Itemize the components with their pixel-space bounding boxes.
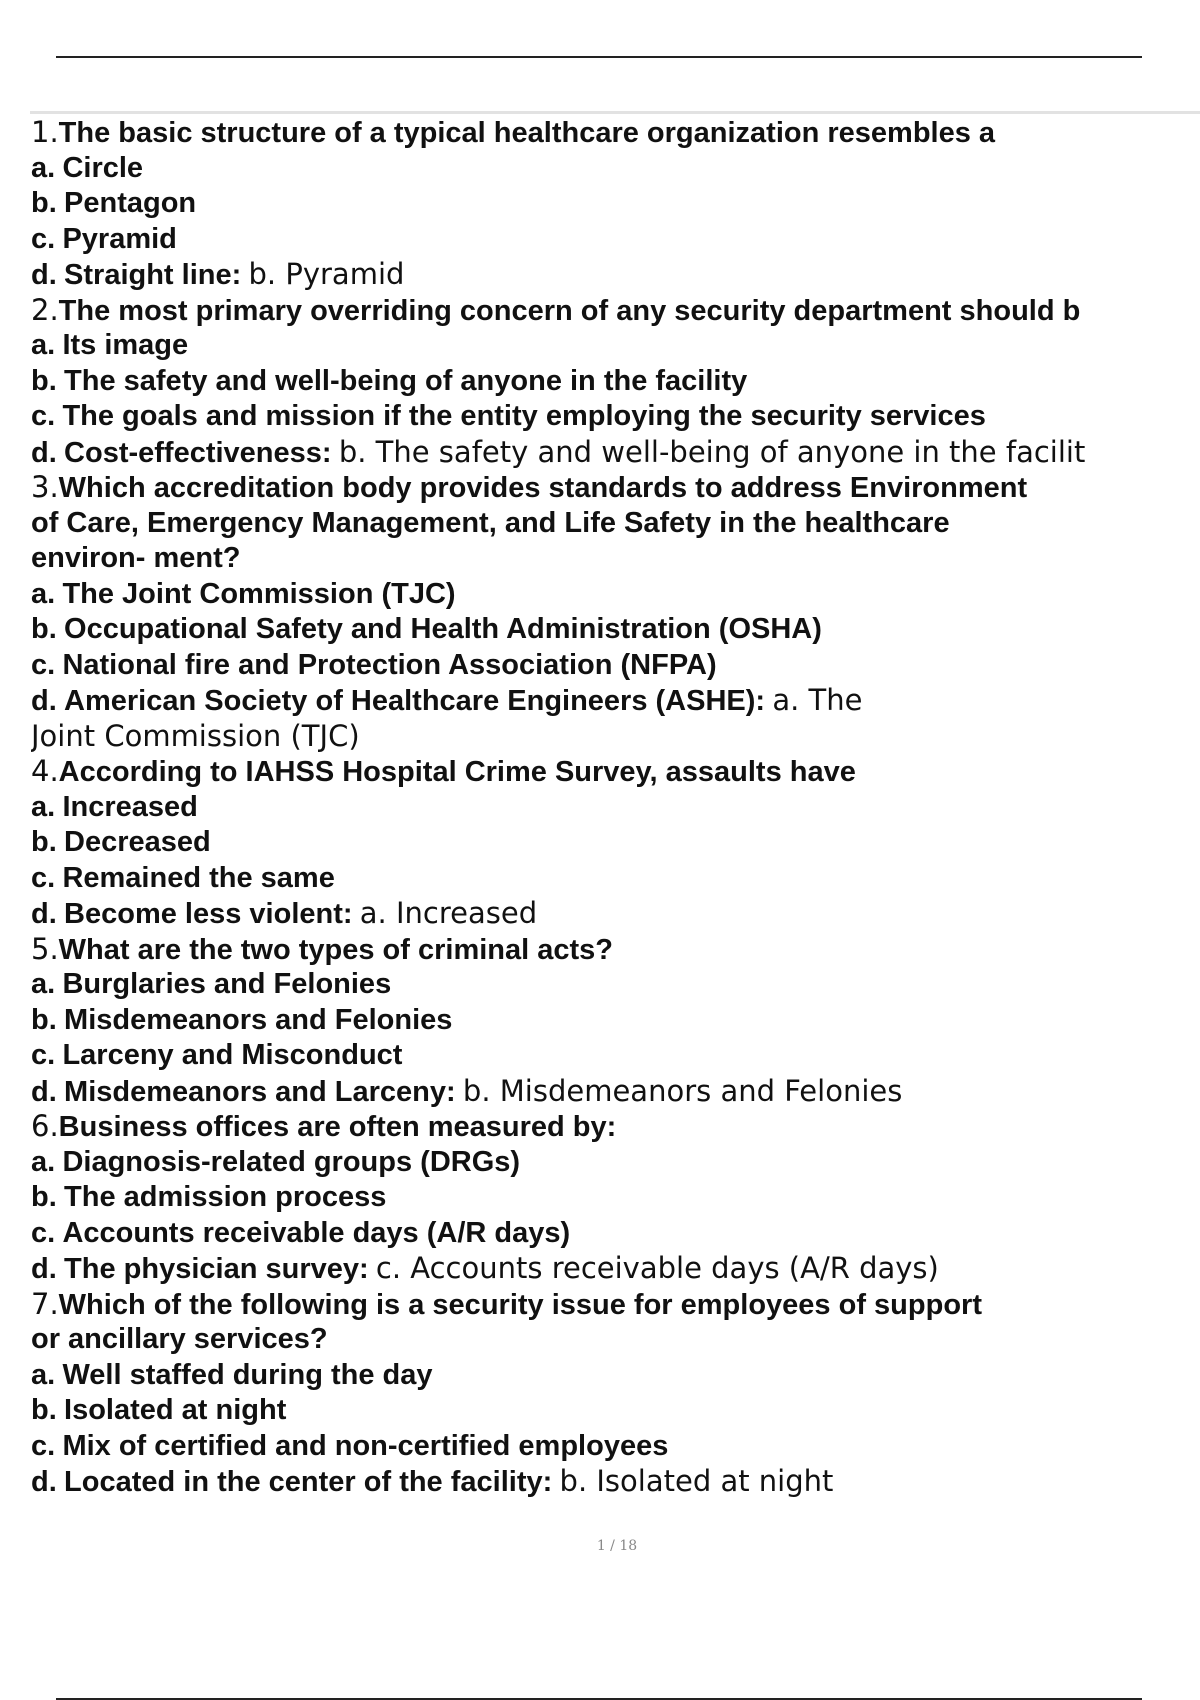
option-text: Misdemeanors and Larceny: bbox=[64, 1075, 456, 1108]
question-block bbox=[31, 1287, 1200, 1500]
option-letter: a. bbox=[31, 790, 56, 823]
answer-option bbox=[31, 1358, 1200, 1394]
answer-option bbox=[31, 1464, 1200, 1500]
question-number: 1. bbox=[31, 115, 59, 149]
option-letter: b. bbox=[31, 1181, 57, 1213]
option-letter: c. bbox=[31, 1216, 56, 1249]
answer-option bbox=[31, 790, 1200, 826]
section-divider bbox=[30, 111, 1200, 114]
option-text: Its image bbox=[62, 329, 189, 361]
question-text: The basic structure of a typical healthcare organization resembles a bbox=[58, 117, 996, 149]
correct-answer: b. Pyramid bbox=[248, 257, 405, 291]
answer-option bbox=[31, 1216, 1200, 1252]
option-letter: d. bbox=[31, 1075, 57, 1108]
question-text: of Care, Emergency Management, and Life Safety in the healthcare bbox=[31, 506, 950, 539]
answer-option bbox=[31, 1038, 1200, 1074]
option-letter: b. bbox=[31, 613, 57, 645]
question-block bbox=[31, 1109, 1200, 1287]
answer-option bbox=[31, 222, 1200, 258]
answer-option bbox=[31, 186, 1200, 222]
option-letter: b. bbox=[31, 1394, 57, 1426]
correct-answer-text: Joint Commission (TJC) bbox=[31, 718, 360, 753]
option-letter: c. bbox=[31, 861, 56, 894]
answer-option bbox=[31, 151, 1200, 187]
option-letter: d. bbox=[31, 1466, 57, 1498]
answer-option bbox=[31, 683, 1200, 719]
answer-option bbox=[31, 825, 1200, 861]
option-letter: a. bbox=[31, 329, 56, 361]
question-block bbox=[31, 293, 1200, 471]
question-text: According to IAHSS Hospital Crime Survey, assaults have bbox=[58, 756, 856, 788]
question-number: 5. bbox=[31, 931, 59, 966]
question-text: Which accreditation body provides standards to address Environment bbox=[58, 472, 1028, 504]
answer-option bbox=[31, 1429, 1200, 1465]
option-letter: d. bbox=[31, 685, 57, 717]
question-line bbox=[31, 293, 1200, 329]
option-text: Pyramid bbox=[62, 222, 177, 255]
question-text: Which of the following is a security issue for employees of support bbox=[58, 1288, 982, 1321]
question-line bbox=[31, 932, 1200, 968]
option-letter: c. bbox=[31, 400, 56, 432]
correct-answer: a. The bbox=[772, 683, 863, 717]
question-block bbox=[31, 754, 1200, 932]
question-line bbox=[31, 115, 1200, 151]
option-text: National fire and Protection Association (NFPA) bbox=[62, 648, 717, 681]
correct-answer-continued bbox=[31, 719, 1200, 755]
option-text: The physician survey: bbox=[64, 1253, 369, 1285]
option-text: Well staffed during the day bbox=[62, 1358, 433, 1391]
option-text: Misdemeanors and Felonies bbox=[64, 1003, 453, 1036]
answer-option bbox=[31, 577, 1200, 613]
answer-option bbox=[31, 1180, 1200, 1216]
question-line-continued bbox=[31, 541, 1200, 577]
option-text: Cost-effectiveness: bbox=[64, 436, 332, 469]
question-number: 7. bbox=[31, 1286, 59, 1321]
answer-option bbox=[31, 1251, 1200, 1287]
option-text: The safety and well-being of anyone in the facility bbox=[64, 364, 748, 397]
question-line bbox=[31, 1287, 1200, 1323]
question-text: The most primary overriding concern of any security department should b bbox=[58, 294, 1081, 327]
answer-option bbox=[31, 612, 1200, 648]
option-text: Occupational Safety and Health Administration (OSHA) bbox=[64, 613, 822, 645]
option-text: Isolated at night bbox=[64, 1394, 287, 1426]
question-line-continued bbox=[31, 1322, 1200, 1358]
question-list bbox=[31, 115, 1200, 1500]
page-indicator: 1 / 18 bbox=[596, 1538, 638, 1554]
option-text: Accounts receivable days (A/R days) bbox=[62, 1216, 571, 1249]
question-line bbox=[31, 754, 1200, 790]
answer-option bbox=[31, 364, 1200, 400]
question-text: Business offices are often measured by: bbox=[58, 1111, 617, 1143]
option-letter: d. bbox=[31, 436, 57, 469]
option-text: Located in the center of the facility: bbox=[64, 1466, 553, 1498]
answer-option bbox=[31, 328, 1200, 364]
option-text: The Joint Commission (TJC) bbox=[62, 577, 456, 610]
correct-answer: a. Increased bbox=[359, 896, 538, 930]
question-line bbox=[31, 470, 1200, 506]
option-letter: c. bbox=[31, 222, 56, 255]
option-letter: c. bbox=[31, 648, 56, 681]
option-letter: a. bbox=[31, 1145, 56, 1178]
question-text: environ- ment? bbox=[31, 542, 241, 574]
question-number: 4. bbox=[31, 754, 59, 788]
correct-answer: c. Accounts receivable days (A/R days) bbox=[375, 1251, 939, 1285]
answer-option bbox=[31, 1074, 1200, 1110]
question-text: What are the two types of criminal acts? bbox=[58, 933, 614, 966]
option-letter: d. bbox=[31, 1253, 57, 1285]
option-text: Burglaries and Felonies bbox=[62, 968, 392, 1000]
option-letter: a. bbox=[31, 151, 56, 184]
answer-option bbox=[31, 861, 1200, 897]
answer-option bbox=[31, 435, 1200, 471]
option-letter: a. bbox=[31, 577, 56, 610]
answer-option bbox=[31, 967, 1200, 1003]
option-text: Become less violent: bbox=[64, 898, 353, 930]
question-block bbox=[31, 115, 1200, 293]
option-letter: d. bbox=[31, 259, 57, 291]
option-text: Diagnosis-related groups (DRGs) bbox=[62, 1145, 521, 1178]
answer-option bbox=[31, 1003, 1200, 1039]
option-letter: c. bbox=[31, 1039, 56, 1071]
option-letter: d. bbox=[31, 898, 57, 930]
option-text: Straight line: bbox=[64, 259, 242, 291]
question-number: 3. bbox=[31, 470, 59, 504]
option-text: American Society of Healthcare Engineers (ASHE): bbox=[64, 685, 766, 717]
option-letter: b. bbox=[31, 364, 57, 397]
question-line-continued bbox=[31, 506, 1200, 542]
option-letter: c. bbox=[31, 1429, 56, 1462]
correct-answer: b. Misdemeanors and Felonies bbox=[462, 1073, 903, 1108]
option-text: Decreased bbox=[64, 826, 211, 858]
question-text: or ancillary services? bbox=[31, 1323, 328, 1355]
question-block bbox=[31, 932, 1200, 1110]
question-number: 6. bbox=[31, 1109, 59, 1143]
answer-option bbox=[31, 1145, 1200, 1181]
option-text: Remained the same bbox=[62, 861, 335, 894]
question-block bbox=[31, 470, 1200, 754]
option-text: Circle bbox=[62, 151, 144, 184]
option-text: Larceny and Misconduct bbox=[62, 1039, 403, 1071]
question-number: 2. bbox=[31, 292, 59, 327]
option-text: The admission process bbox=[64, 1181, 387, 1213]
option-letter: b. bbox=[31, 187, 57, 219]
option-text: Mix of certified and non-certified employees bbox=[62, 1429, 669, 1462]
correct-answer: b. Isolated at night bbox=[559, 1464, 834, 1498]
option-letter: b. bbox=[31, 1003, 57, 1036]
option-text: The goals and mission if the entity employing the security services bbox=[62, 400, 986, 432]
option-text: Increased bbox=[62, 790, 198, 823]
answer-option bbox=[31, 1393, 1200, 1429]
answer-option bbox=[31, 399, 1200, 435]
question-line bbox=[31, 1109, 1200, 1145]
option-letter: b. bbox=[31, 826, 57, 858]
answer-option bbox=[31, 648, 1200, 684]
answer-option bbox=[31, 896, 1200, 932]
correct-answer: b. The safety and well-being of anyone in the facilit bbox=[338, 434, 1086, 469]
option-text: Pentagon bbox=[64, 187, 197, 219]
answer-option bbox=[31, 257, 1200, 293]
option-letter: a. bbox=[31, 1358, 56, 1391]
option-letter: a. bbox=[31, 968, 56, 1000]
header-rule bbox=[56, 56, 1142, 58]
